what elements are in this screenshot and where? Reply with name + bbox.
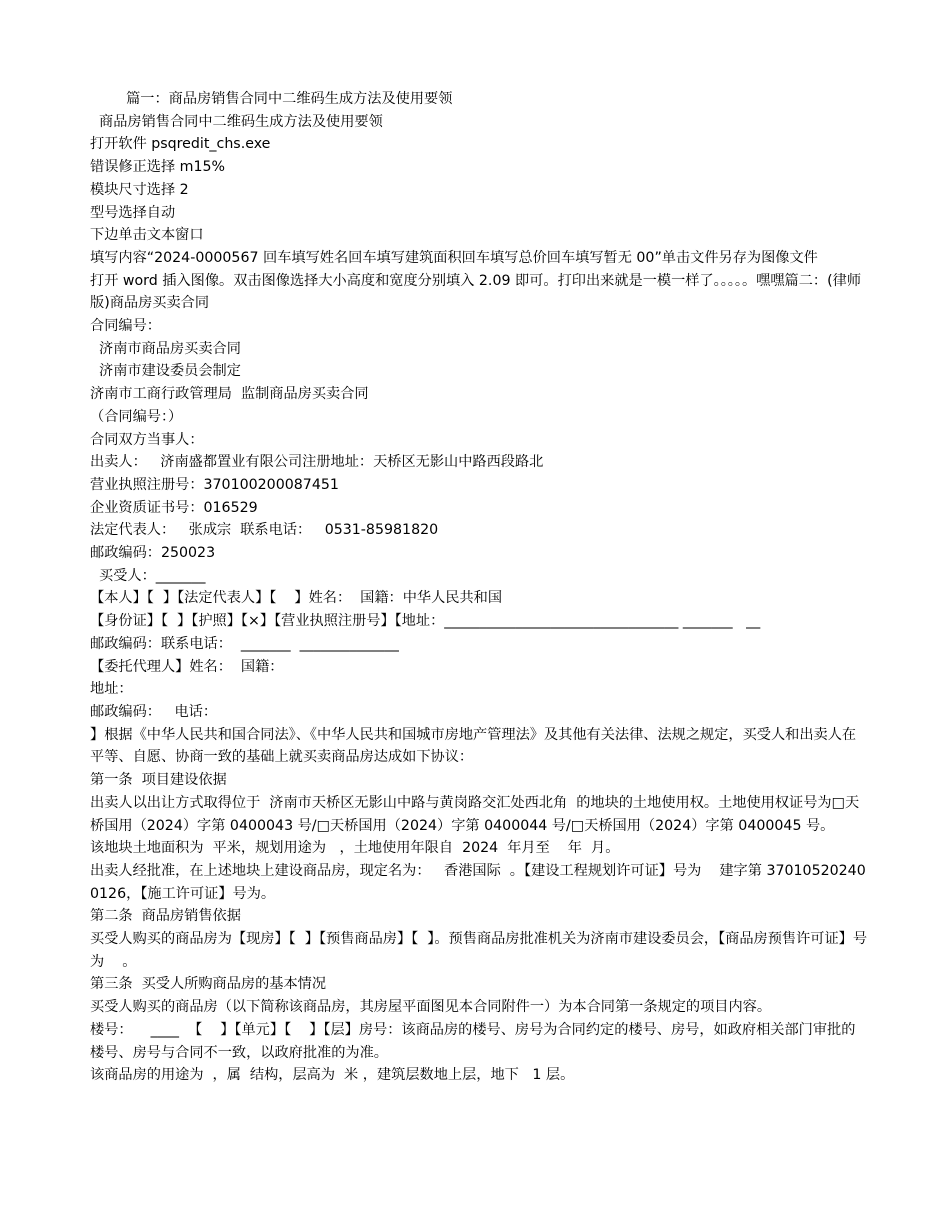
article-1-land-rights: 出卖人以出让方式取得位于 济南市天桥区无影山中路与黄岗路交汇处西北角 的地块的土地使用权。土地使用权证号为□天桥国用（2024）字第 0400043 号/□天桥国用（2024）字第 0400044 号/□天桥国用（2024）字第 0400045 号。	[90, 794, 860, 834]
step-error-correction: 错误修正选择 m15%	[90, 159, 225, 176]
article-3-heading: 第三条 买受人所购商品房的基本情况	[90, 976, 327, 993]
document-page	[90, 88, 868, 1087]
contract-number-paren: （合同编号：）	[90, 408, 183, 425]
article-3-building-number: 楼号： ____ 【 】【单元】【 】【层】房号：该商品房的楼号、房号为合同约定的楼号、房号，如政府相关部门审批的楼号、房号与合同不一致，以政府批准的为准。	[90, 1021, 856, 1061]
contract-number-label: 合同编号：	[90, 318, 161, 335]
agent-address: 地址：	[90, 681, 133, 698]
buyer-label: 买受人：_______	[90, 567, 206, 584]
article-3-usage-structure: 该商品房的用途为 ，属 结构，层高为 米 ，建筑层数地上层，地下 1 层。	[90, 1067, 575, 1084]
seller-postcode: 邮政编码：250023	[90, 545, 216, 562]
step-fill-content: 填写内容“2024-0000567 回车填写姓名回车填写建筑面积回车填写总价回车填写暂无 00”单击文件另存为图像文件	[90, 249, 818, 266]
step-click-text-window: 下边单击文本窗口	[90, 227, 204, 244]
step-insert-image: 打开 word 插入图像。双击图像选择大小高度和宽度分别填入 2.09 即可。打印出来就是一模一样了。。。。。嘿嘿篇二：(律师版)商品房买卖合同	[90, 272, 862, 312]
article-2-sale-basis: 买受人购买的商品房为【现房】【 】【预售商品房】【 】。预售商品房批准机关为济南市建设委员会，【商品房预售许可证】号为 。	[90, 931, 868, 970]
article-1-project-name: 出卖人经批准，在上述地块上建设商品房，现定名为： 香港国际 。【建设工程规划许可证】号为 建字第 370105202400126，【施工许可证】号为。	[90, 862, 866, 902]
article-2-heading: 第二条 商品房销售依据	[90, 908, 241, 925]
buyer-postcode-phone: 邮政编码：联系电话： _______ ______________	[90, 635, 399, 652]
agent-name-row: 【委托代理人】姓名： 国籍：	[90, 658, 284, 675]
parties-heading: 合同双方当事人：	[90, 431, 204, 448]
contract-supervised-by: 济南市工商行政管理局 监制商品房买卖合同	[90, 386, 369, 403]
legal-representative: 法定代表人： 张成宗 联系电话： 0531-85981820	[90, 522, 439, 539]
step-module-size: 模块尺寸选择 2	[90, 181, 189, 198]
step-model-select: 型号选择自动	[90, 204, 176, 221]
doc-heading-part1: 篇一：商品房销售合同中二维码生成方法及使用要领	[90, 91, 453, 107]
article-1-heading: 第一条 项目建设依据	[90, 772, 227, 789]
contract-made-by: 济南市建设委员会制定	[90, 363, 241, 380]
seller-info: 出卖人： 济南盛都置业有限公司注册地址：天桥区无影山中路西段路北	[90, 454, 544, 471]
article-3-purchase-description: 买受人购买的商品房（以下简称该商品房，其房屋平面图见本合同附件一）为本合同第一条规定的项目内容。	[90, 999, 772, 1016]
buyer-id-document-row: 【身份证】【 】【护照】【×】【营业执照注册号】【地址：_________________________________ _______ __	[90, 613, 761, 630]
contract-title: 济南市商品房买卖合同	[90, 340, 241, 357]
doc-subheading: 商品房销售合同中二维码生成方法及使用要领	[90, 113, 383, 130]
business-license-number: 营业执照注册号：370100200087451	[90, 476, 339, 493]
step-open-software: 打开软件 psqredit_chs.exe	[90, 136, 271, 153]
qualification-cert-number: 企业资质证书号：016529	[90, 499, 258, 516]
article-1-land-area: 该地块土地面积为 平米，规划用途为 ，土地使用年限自 2024 年月至 年 月。	[90, 840, 620, 857]
legal-basis-paragraph: 】根据《中华人民共和国合同法》、《中华人民共和国城市房地产管理法》及其他有关法律、法规之规定，买受人和出卖人在平等、自愿、协商一致的基础上就买卖商品房达成如下协议：	[90, 726, 857, 766]
buyer-identity-row: 【本人】【 】【法定代表人】【 】姓名： 国籍：中华人民共和国	[90, 590, 503, 607]
agent-postcode-phone: 邮政编码： 电话：	[90, 703, 218, 720]
